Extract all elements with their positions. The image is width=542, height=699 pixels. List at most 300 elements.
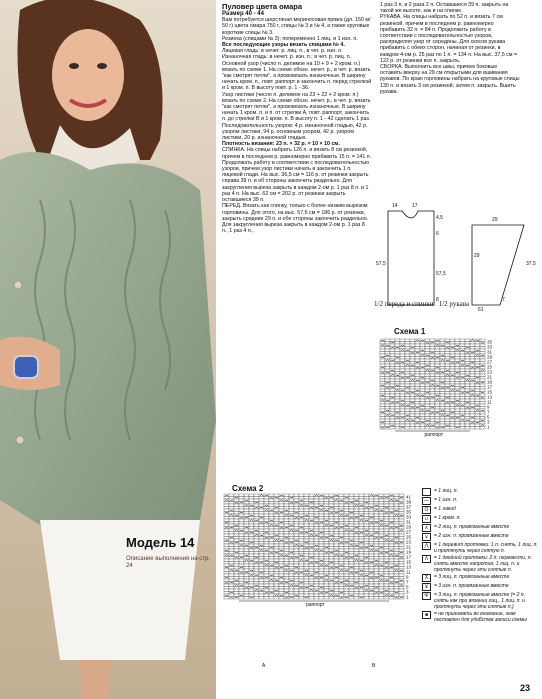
- chart-cell: [395, 377, 400, 380]
- chart-cell: [384, 522, 389, 525]
- chart-cell: [400, 409, 405, 412]
- chart-cell: [455, 402, 460, 405]
- chart-cell: [470, 347, 475, 350]
- chart-cell: [309, 499, 314, 502]
- chart-cell: [460, 344, 465, 347]
- chart-cell: [229, 512, 234, 515]
- back-paragraph: СПИНКА. На спицы набрать 126 п. и вязать 8 см резинкой, причем в последнем р. равномерно прибавить 15 п. = 141 п. Продолжать работу в соответствии с последовательностью узоров, причем узор листики начать и закончить 1 п. лицевой глади. На выс. 36,5 см = 116 р. от резинки закрыть справа 39 п. и об стороны закончить раздельно. Для закругления выреза закрыть в каждом 2-ом р. 1 раз 8 п. и 1 раз 4 п. На выс. 62 см = 202 р. от резинки закрыть оставшиеся 39 п.: [222, 147, 372, 204]
- chart-cell: [470, 414, 475, 417]
- chart-cell: [384, 544, 389, 547]
- chart-cell: [455, 392, 460, 395]
- chart-cell: [440, 347, 445, 350]
- chart-cell: [455, 347, 460, 350]
- chart-cell: [399, 519, 404, 522]
- chart-cell: [395, 359, 400, 362]
- chart-cell: [274, 537, 279, 540]
- chart-cell: [254, 512, 259, 515]
- chart-cell: [389, 574, 394, 577]
- chart-cell: [269, 542, 274, 545]
- chart-cell: [349, 564, 354, 567]
- chart-cell: [284, 577, 289, 580]
- chart-cell: [374, 547, 379, 550]
- chart-cell: [249, 522, 254, 525]
- row-number: 25: [487, 364, 493, 370]
- chart-cell: [334, 504, 339, 507]
- chart-cell: [229, 567, 234, 570]
- chart-cell: [440, 384, 445, 387]
- chart-cell: [329, 582, 334, 585]
- chart-cell: [450, 367, 455, 370]
- chart-cell: [229, 519, 234, 522]
- chart-cell: [445, 339, 450, 342]
- legend-symbol: ∪: [422, 515, 431, 523]
- chart-cell: [475, 374, 480, 377]
- chart-cell: [324, 517, 329, 520]
- chart-cell: [229, 502, 234, 505]
- chart-cell: [385, 392, 390, 395]
- chart-cell: [254, 499, 259, 502]
- chart-cell: [289, 594, 294, 597]
- legend-symbol: ⊻: [422, 583, 431, 591]
- chart-cell: [389, 572, 394, 575]
- chart-cell: [415, 427, 420, 430]
- chart-cell: [400, 422, 405, 425]
- chart-cell: [349, 527, 354, 530]
- chart-cell: [349, 587, 354, 590]
- chart-cell: [430, 347, 435, 350]
- chart-cell: [289, 559, 294, 562]
- chart-cell: [390, 389, 395, 392]
- chart-cell: [279, 597, 284, 600]
- chart-cell: [379, 504, 384, 507]
- chart-cell: [274, 504, 279, 507]
- chart-cell: [264, 499, 269, 502]
- chart-cell: [384, 549, 389, 552]
- chart-cell: [274, 542, 279, 545]
- chart-cell: [380, 409, 385, 412]
- chart-cell: [369, 504, 374, 507]
- chart-cell: [460, 369, 465, 372]
- chart-cell: [319, 524, 324, 527]
- chart-cell: [229, 557, 234, 560]
- chart-cell: [269, 517, 274, 520]
- chart-cell: [334, 589, 339, 592]
- chart-cell: [480, 404, 485, 407]
- chart-cell: [339, 572, 344, 575]
- chart-cell: [379, 507, 384, 510]
- chart-cell: [480, 422, 485, 425]
- chart-cell: [304, 537, 309, 540]
- chart-cell: [234, 532, 239, 535]
- chart-cell: [349, 499, 354, 502]
- chart-cell: [289, 507, 294, 510]
- chart-cell: [460, 399, 465, 402]
- chart-cell: [470, 374, 475, 377]
- chart-cell: [359, 582, 364, 585]
- chart-cell: [269, 567, 274, 570]
- chart-cell: [425, 367, 430, 370]
- chart-cell: [239, 499, 244, 502]
- chart-cell: [349, 579, 354, 582]
- chart-cell: [369, 564, 374, 567]
- chart-cell: [384, 582, 389, 585]
- chart-cell: [380, 387, 385, 390]
- legend-symbol: —: [424, 498, 429, 504]
- chart-cell: [304, 562, 309, 565]
- chart-cell: [259, 527, 264, 530]
- chart-cell: [380, 374, 385, 377]
- chart-cell: [460, 412, 465, 415]
- chart-cell: [455, 414, 460, 417]
- chart-cell: [385, 339, 390, 342]
- chart-cell: [390, 367, 395, 370]
- chart-cell: [284, 587, 289, 590]
- chart-cell: [420, 427, 425, 430]
- chart-cell: [470, 409, 475, 412]
- chart-cell: [380, 379, 385, 382]
- chart-cell: [279, 584, 284, 587]
- chart-cell: [400, 367, 405, 370]
- chart-cell: [405, 352, 410, 355]
- chart-cell: [435, 342, 440, 345]
- chart-cell: [319, 584, 324, 587]
- chart-cell: [354, 579, 359, 582]
- arrow-b-label: B: [372, 663, 376, 669]
- main-pattern-paragraph: Основной узор (число п. делимое на 10 + 9 + 2 кром. п.) вязать по схеме 1. На схеме обозн. нечет. р., в чет. р. вязать "как смотрят петли", а прововязать изнаночные. В ширину начать кром. п., повт. раппорт и закончить п. перед стрелкой и 1 кром. п. В высоту повт. р. 1 - 36.: [222, 60, 372, 92]
- chart-cell: [384, 509, 389, 512]
- chart-cell: [259, 497, 264, 500]
- chart-cell: [395, 399, 400, 402]
- chart-cell: [415, 419, 420, 422]
- chart-cell: [229, 587, 234, 590]
- chart-cell: [299, 512, 304, 515]
- row-number: 1: [487, 424, 490, 430]
- chart-cell: [224, 534, 229, 537]
- chart-cell: [435, 349, 440, 352]
- chart-cell: [389, 587, 394, 590]
- chart-cell: [309, 537, 314, 540]
- chart-cell: [259, 502, 264, 505]
- chart-cell: [289, 499, 294, 502]
- chart-cell: [415, 384, 420, 387]
- chart-cell: [440, 389, 445, 392]
- chart-cell: [264, 562, 269, 565]
- chart-cell: [249, 524, 254, 527]
- chart-cell: [390, 407, 395, 410]
- chart-cell: [425, 427, 430, 430]
- chart-cell: [324, 587, 329, 590]
- legend-item: [422, 542, 540, 554]
- chart-cell: [244, 597, 249, 600]
- chart-cell: [374, 534, 379, 537]
- chart-cell: [394, 574, 399, 577]
- chart-cell: [394, 579, 399, 582]
- chart-cell: [324, 567, 329, 570]
- chart-cell: [224, 502, 229, 505]
- chart-cell: [324, 544, 329, 547]
- chart-cell: [324, 502, 329, 505]
- chart-cell: [359, 529, 364, 532]
- chart-cell: [289, 572, 294, 575]
- chart-cell: [359, 497, 364, 500]
- chart-cell: [344, 512, 349, 515]
- chart-cell: [425, 359, 430, 362]
- chart-cell: [229, 549, 234, 552]
- knitting-chart-1: [378, 337, 502, 487]
- chart-cell: [229, 504, 234, 507]
- chart-cell: [244, 564, 249, 567]
- row-number: 19: [406, 549, 412, 555]
- chart-cell: [445, 384, 450, 387]
- chart-cell: [420, 419, 425, 422]
- chart-cell: [249, 539, 254, 542]
- chart-cell: [344, 507, 349, 510]
- chart-cell: [269, 559, 274, 562]
- chart-cell: [425, 402, 430, 405]
- chart-cell: [480, 347, 485, 350]
- chart-cell: [284, 504, 289, 507]
- chart-cell: [244, 592, 249, 595]
- chart-cell: [354, 597, 359, 600]
- chart-cell: [394, 534, 399, 537]
- chart-cell: [399, 577, 404, 580]
- legend-item: [422, 488, 540, 496]
- chart-cell: [384, 519, 389, 522]
- chart-cell: [269, 514, 274, 517]
- chart-cell: [440, 339, 445, 342]
- chart-cell: [319, 512, 324, 515]
- chart-cell: [299, 589, 304, 592]
- chart-cell: [314, 529, 319, 532]
- chart-cell: [435, 389, 440, 392]
- chart-cell: [445, 389, 450, 392]
- chart-cell: [344, 577, 349, 580]
- chart-cell: [229, 544, 234, 547]
- chart-cell: [319, 542, 324, 545]
- chart-cell: [229, 494, 234, 497]
- chart-cell: [319, 594, 324, 597]
- chart-cell: [399, 539, 404, 542]
- chart-cell: [399, 499, 404, 502]
- chart-cell: [455, 357, 460, 360]
- chart-cell: [374, 574, 379, 577]
- chart-cell: [389, 524, 394, 527]
- chart-cell: [395, 392, 400, 395]
- chart-cell: [319, 497, 324, 500]
- chart-cell: [259, 569, 264, 572]
- chart-cell: [234, 564, 239, 567]
- chart-cell: [420, 379, 425, 382]
- chart-cell: [384, 517, 389, 520]
- chart-cell: [319, 539, 324, 542]
- chart-cell: [244, 542, 249, 545]
- chart-cell: [369, 582, 374, 585]
- chart-cell: [299, 507, 304, 510]
- chart-cell: [455, 354, 460, 357]
- chart-cell: [369, 532, 374, 535]
- chart-cell: [294, 532, 299, 535]
- chart-cell: [400, 382, 405, 385]
- chart-cell: [430, 414, 435, 417]
- chart-cell: [410, 369, 415, 372]
- chart-cell: [374, 557, 379, 560]
- chart-cell: [294, 547, 299, 550]
- chart-cell: [390, 399, 395, 402]
- chart-cell: [329, 537, 334, 540]
- chart-cell: [389, 547, 394, 550]
- chart-cell: [394, 502, 399, 505]
- chart-cell: [440, 374, 445, 377]
- chart-cell: [430, 349, 435, 352]
- chart-cell: [264, 572, 269, 575]
- chart-cell: [339, 524, 344, 527]
- chart-cell: [445, 399, 450, 402]
- chart-cell: [314, 499, 319, 502]
- chart-cell: [380, 389, 385, 392]
- chart-cell: [399, 594, 404, 597]
- chart-cell: [384, 514, 389, 517]
- chart-cell: [450, 414, 455, 417]
- chart-cell: [304, 529, 309, 532]
- chart-cell: [450, 339, 455, 342]
- chart-cell: [299, 534, 304, 537]
- row-number: 21: [406, 544, 412, 550]
- legend-text: = 1 двойной протяжки: 2 п. перевести, п. снять вместе напротив, 1 лиц. п. и протянуть через эти снятые п.: [434, 555, 532, 573]
- chart-cell: [470, 369, 475, 372]
- chart-cell: [274, 494, 279, 497]
- chart-cell: [389, 509, 394, 512]
- chart-cell: [299, 497, 304, 500]
- chart-cell: [274, 519, 279, 522]
- chart-cell: [364, 587, 369, 590]
- chart-cell: [385, 349, 390, 352]
- chart-cell: [364, 512, 369, 515]
- chart-cell: [264, 552, 269, 555]
- chart-cell: [224, 497, 229, 500]
- chart-cell: [379, 554, 384, 557]
- chart-cell: [410, 372, 415, 375]
- chart-cell: [304, 564, 309, 567]
- chart-cell: [395, 367, 400, 370]
- chart-cell: [274, 592, 279, 595]
- chart-cell: [284, 544, 289, 547]
- chart-cell: [425, 417, 430, 420]
- chart-cell: [460, 407, 465, 410]
- chart-cell: [294, 522, 299, 525]
- chart-cell: [319, 499, 324, 502]
- chart-cell: [440, 407, 445, 410]
- chart-cell: [364, 514, 369, 517]
- chart-cell: [395, 342, 400, 345]
- chart-cell: [254, 509, 259, 512]
- legend-text: = 1 накид: [434, 506, 456, 512]
- chart-cell: [455, 382, 460, 385]
- chart-cell: [380, 419, 385, 422]
- chart-cell: [279, 557, 284, 560]
- chart-cell: [455, 364, 460, 367]
- chart-cell: [324, 582, 329, 585]
- chart-cell: [435, 369, 440, 372]
- chart-cell: [309, 549, 314, 552]
- chart-cell: [394, 517, 399, 520]
- chart-cell: [480, 407, 485, 410]
- row-number: 35: [406, 509, 412, 515]
- chart-cell: [465, 412, 470, 415]
- chart-cell: [354, 577, 359, 580]
- chart-cell: [314, 592, 319, 595]
- chart-cell: [294, 582, 299, 585]
- chart-cell: [289, 567, 294, 570]
- chart-cell: [254, 572, 259, 575]
- chart-cell: [239, 527, 244, 530]
- chart-cell: [224, 564, 229, 567]
- chart-cell: [410, 357, 415, 360]
- chart-cell: [399, 532, 404, 535]
- chart-cell: [415, 377, 420, 380]
- chart-cell: [234, 499, 239, 502]
- chart-cell: [384, 592, 389, 595]
- chart-cell: [430, 374, 435, 377]
- chart-cell: [369, 509, 374, 512]
- chart-cell: [234, 567, 239, 570]
- chart-cell: [369, 584, 374, 587]
- chart-cell: [399, 592, 404, 595]
- chart-cell: [319, 514, 324, 517]
- legend-text: = не принимать во внимание, знак поставлен для удобства записи схемы: [434, 611, 527, 623]
- chart-cell: [425, 384, 430, 387]
- chart-cell: [445, 392, 450, 395]
- chart-cell: [380, 354, 385, 357]
- chart-cell: [309, 554, 314, 557]
- chart-cell: [339, 559, 344, 562]
- instructions-column-2: [380, 2, 520, 95]
- chart-cell: [249, 527, 254, 530]
- chart-cell: [465, 367, 470, 370]
- chart-cell: [309, 594, 314, 597]
- chart-cell: [379, 587, 384, 590]
- chart-cell: [410, 362, 415, 365]
- chart-cell: [399, 582, 404, 585]
- chart-cell: [385, 412, 390, 415]
- chart-cell: [299, 597, 304, 600]
- chart-cell: [364, 577, 369, 580]
- chart-cell: [445, 377, 450, 380]
- legend-text: = 1 изн. п.: [434, 497, 458, 503]
- chart-cell: [249, 572, 254, 575]
- chart-cell: [314, 569, 319, 572]
- chart-cell: [259, 582, 264, 585]
- legend-text: = 3 изн. п. провязанные вместе: [434, 583, 509, 589]
- chart-cell: [279, 574, 284, 577]
- chart-cell: [309, 509, 314, 512]
- chart-cell: [395, 364, 400, 367]
- chart-cell: [269, 527, 274, 530]
- chart-cell: [314, 574, 319, 577]
- chart-cell: [329, 592, 334, 595]
- chart-cell: [304, 534, 309, 537]
- chart-cell: [339, 539, 344, 542]
- chart-cell: [249, 534, 254, 537]
- chart-cell: [460, 357, 465, 360]
- chart-cell: [299, 584, 304, 587]
- chart-cell: [279, 509, 284, 512]
- chart-cell: [279, 532, 284, 535]
- chart-cell: [324, 512, 329, 515]
- chart-cell: [420, 344, 425, 347]
- chart-cell: [274, 584, 279, 587]
- chart-cell: [445, 354, 450, 357]
- chart-cell: [364, 499, 369, 502]
